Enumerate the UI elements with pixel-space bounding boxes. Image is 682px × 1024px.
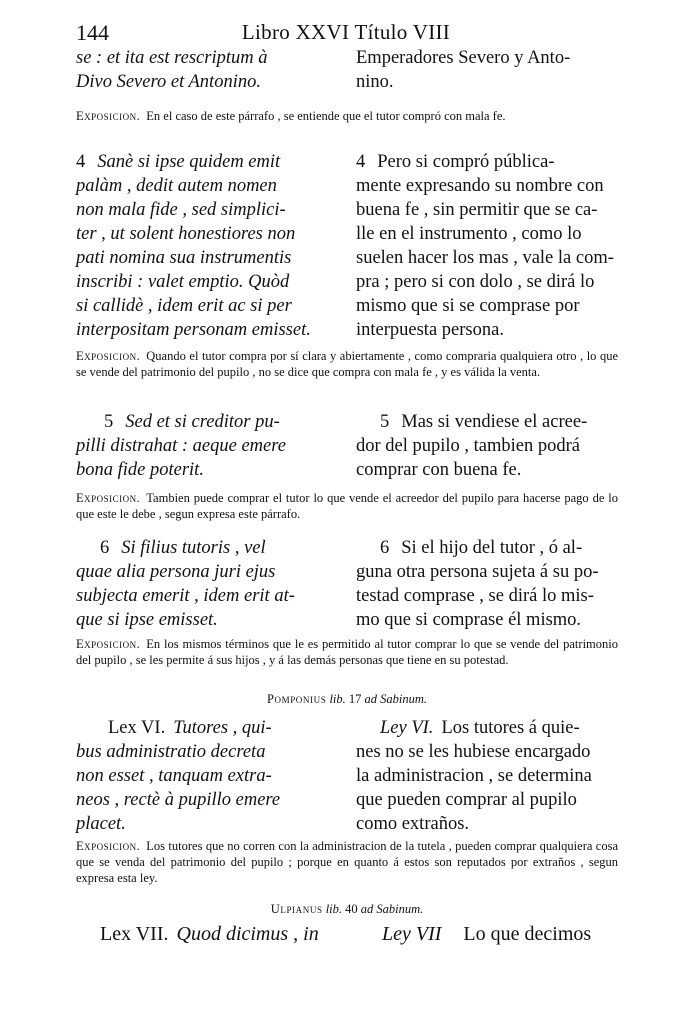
spanish-line: mente expresando su nombre con: [356, 176, 604, 196]
source-citation: [76, 902, 618, 917]
spanish-line: que pueden comprar al pupilo: [356, 790, 577, 810]
spanish-line: la administracion , se determina: [356, 766, 592, 786]
exposition-label: Exposicion.: [76, 491, 141, 505]
running-title: Libro XXVI Título VIII: [241, 20, 451, 44]
lex-label: Lex VII.: [100, 923, 169, 945]
paragraph-number: 5: [380, 412, 390, 432]
spanish-line: Ley VII Lo que decimos: [382, 923, 592, 945]
source-book-number: 17: [348, 692, 362, 706]
paragraph-5: [76, 410, 618, 484]
paragraph-6: [76, 536, 618, 634]
latin-line: non esset , tanquam extra-: [76, 766, 272, 786]
exposition-text: Quando el tutor compra por sí clara y abiertamente , como compraria qualquiera otro , lo que se vende del patrimonio del pupilo , no se dice que compra con mala fe , y es válida la venta.: [76, 349, 618, 379]
spanish-line: pra ; pero si con dolo , se dirá lo: [356, 272, 595, 292]
latin-line: Divo Severo et Antonino.: [76, 72, 261, 92]
exposition-note: [76, 490, 618, 522]
lex-label: Lex VI.: [108, 718, 166, 738]
paragraph-4: [76, 150, 618, 346]
latin-line: non mala fide , sed simplici-: [76, 200, 286, 220]
latin-line: pilli distrahat : aeque emere: [76, 436, 286, 456]
source-work: ad Sabinum.: [360, 902, 424, 916]
spanish-line: mismo que si se comprase por: [356, 296, 580, 316]
spanish-line: interpuesta persona.: [356, 320, 504, 340]
exposition-note: [76, 108, 618, 124]
spanish-line: 6 Si el hijo del tutor , ó al-: [380, 538, 583, 558]
spanish-column: [356, 922, 618, 946]
paragraph-number: 4: [356, 152, 366, 172]
latin-line: se : et ita est rescriptum à: [76, 48, 268, 68]
spanish-line: Ley VI. Los tutores á quie-: [380, 718, 580, 738]
spanish-line: 4 Pero si compró pública-: [356, 152, 555, 172]
latin-column: [76, 536, 338, 632]
exposition-label: Exposicion.: [76, 839, 141, 853]
exposition-note: [76, 838, 618, 886]
ley-label: Ley VII: [382, 923, 442, 945]
latin-line: interpositam personam emisset.: [76, 320, 311, 340]
spanish-line: nino.: [356, 72, 394, 92]
lex-6: [76, 716, 618, 838]
spanish-column: [356, 536, 618, 632]
source-citation: [76, 692, 618, 707]
spanish-column: [356, 150, 618, 342]
spanish-line: 5 Mas si vendiese el acree-: [380, 412, 588, 432]
latin-line: si callidè , idem erit ac si per: [76, 296, 292, 316]
spanish-line: dor del pupilo , tambien podrá: [356, 436, 581, 456]
exposition-note: [76, 348, 618, 380]
latin-line: Lex VII. Quod dicimus , in: [100, 923, 319, 945]
latin-column: [76, 716, 338, 836]
exposition-text: En los mismos términos que le es permitido al tutor comprar lo que se vende del patrimonio del pupilo , se les permite á sus hijos , y á las demás personas que tiene en su potestad.: [76, 637, 618, 667]
spanish-line: suelen hacer los mas , vale la com-: [356, 248, 614, 268]
latin-line: neos , rectè à pupillo emere: [76, 790, 281, 810]
exposition-label: Exposicion.: [76, 109, 141, 123]
exposition-label: Exposicion.: [76, 349, 141, 363]
exposition-label: Exposicion.: [76, 637, 141, 651]
spanish-column: [356, 410, 618, 482]
latin-line: 6 Si filius tutoris , vel: [100, 538, 266, 558]
source-lib: lib.: [329, 692, 346, 706]
source-author: Ulpianus: [270, 902, 323, 916]
exposition-text: En el caso de este párrafo , se entiende que el tutor compró con mala fe.: [146, 109, 506, 123]
exposition-note: [76, 636, 618, 668]
latin-line: inscribi : valet emptio. Quòd: [76, 272, 290, 292]
spanish-column: [356, 46, 618, 94]
latin-line: que si ipse emisset.: [76, 610, 218, 630]
page-number: 144: [76, 20, 109, 45]
spanish-line: guna otra persona sujeta á su po-: [356, 562, 599, 582]
latin-line: Lex VI. Tutores , qui-: [108, 718, 272, 738]
latin-line: 5 Sed et si creditor pu-: [104, 412, 280, 432]
latin-line: placet.: [76, 814, 126, 834]
latin-line: quae alia persona juri ejus: [76, 562, 276, 582]
latin-line: bona fide poterit.: [76, 460, 204, 480]
lex-7: [76, 922, 618, 952]
source-lib: lib.: [325, 902, 343, 916]
spanish-line: Emperadores Severo y Anto-: [356, 48, 571, 68]
latin-column: [76, 150, 338, 342]
latin-line: subjecta emerit , idem erit at-: [76, 586, 295, 606]
spanish-line: como extraños.: [356, 814, 470, 834]
spanish-line: mo que si comprase él mismo.: [356, 610, 582, 630]
latin-line: pati nomina sua instrumentis: [76, 248, 292, 268]
latin-column: [76, 922, 338, 946]
source-work: ad Sabinum.: [364, 692, 428, 706]
latin-line: ter , ut solent honestiores non: [76, 224, 296, 244]
paragraph-continuation: [76, 46, 618, 98]
paragraph-number: 6: [100, 538, 110, 558]
exposition-text: Los tutores que no corren con la administracion de la tutela , pueden comprar qualquiera cosa que se venda del patrimonio del pupilo ; porque en quanto á estos son reputados por extraños , segun expresa esta ley.: [76, 839, 618, 885]
spanish-line: testad comprase , se dirá lo mis-: [356, 586, 594, 606]
ley-label: Ley VI.: [380, 718, 434, 738]
latin-line: 4 Sanè si ipse quidem emit: [76, 152, 281, 172]
exposition-text: Tambien puede comprar el tutor lo que vende el acreedor del pupilo para hacerse pago de lo que este le debe , segun expresa este párrafo.: [76, 491, 618, 521]
latin-column: [76, 410, 338, 482]
spanish-line: lle en el instrumento , como lo: [356, 224, 582, 244]
source-book-number: 40: [345, 902, 358, 916]
latin-line: bus administratio decreta: [76, 742, 266, 762]
spanish-column: [356, 716, 618, 836]
paragraph-number: 4: [76, 152, 86, 172]
spanish-line: comprar con buena fe.: [356, 460, 522, 480]
spanish-line: buena fe , sin permitir que se ca-: [356, 200, 598, 220]
latin-column: [76, 46, 338, 94]
latin-line: palàm , dedit autem nomen: [76, 176, 277, 196]
spanish-line: nes no se les hubiese encargado: [356, 742, 591, 762]
paragraph-number: 6: [380, 538, 390, 558]
source-author: Pomponius: [266, 692, 327, 706]
paragraph-number: 5: [104, 412, 114, 432]
